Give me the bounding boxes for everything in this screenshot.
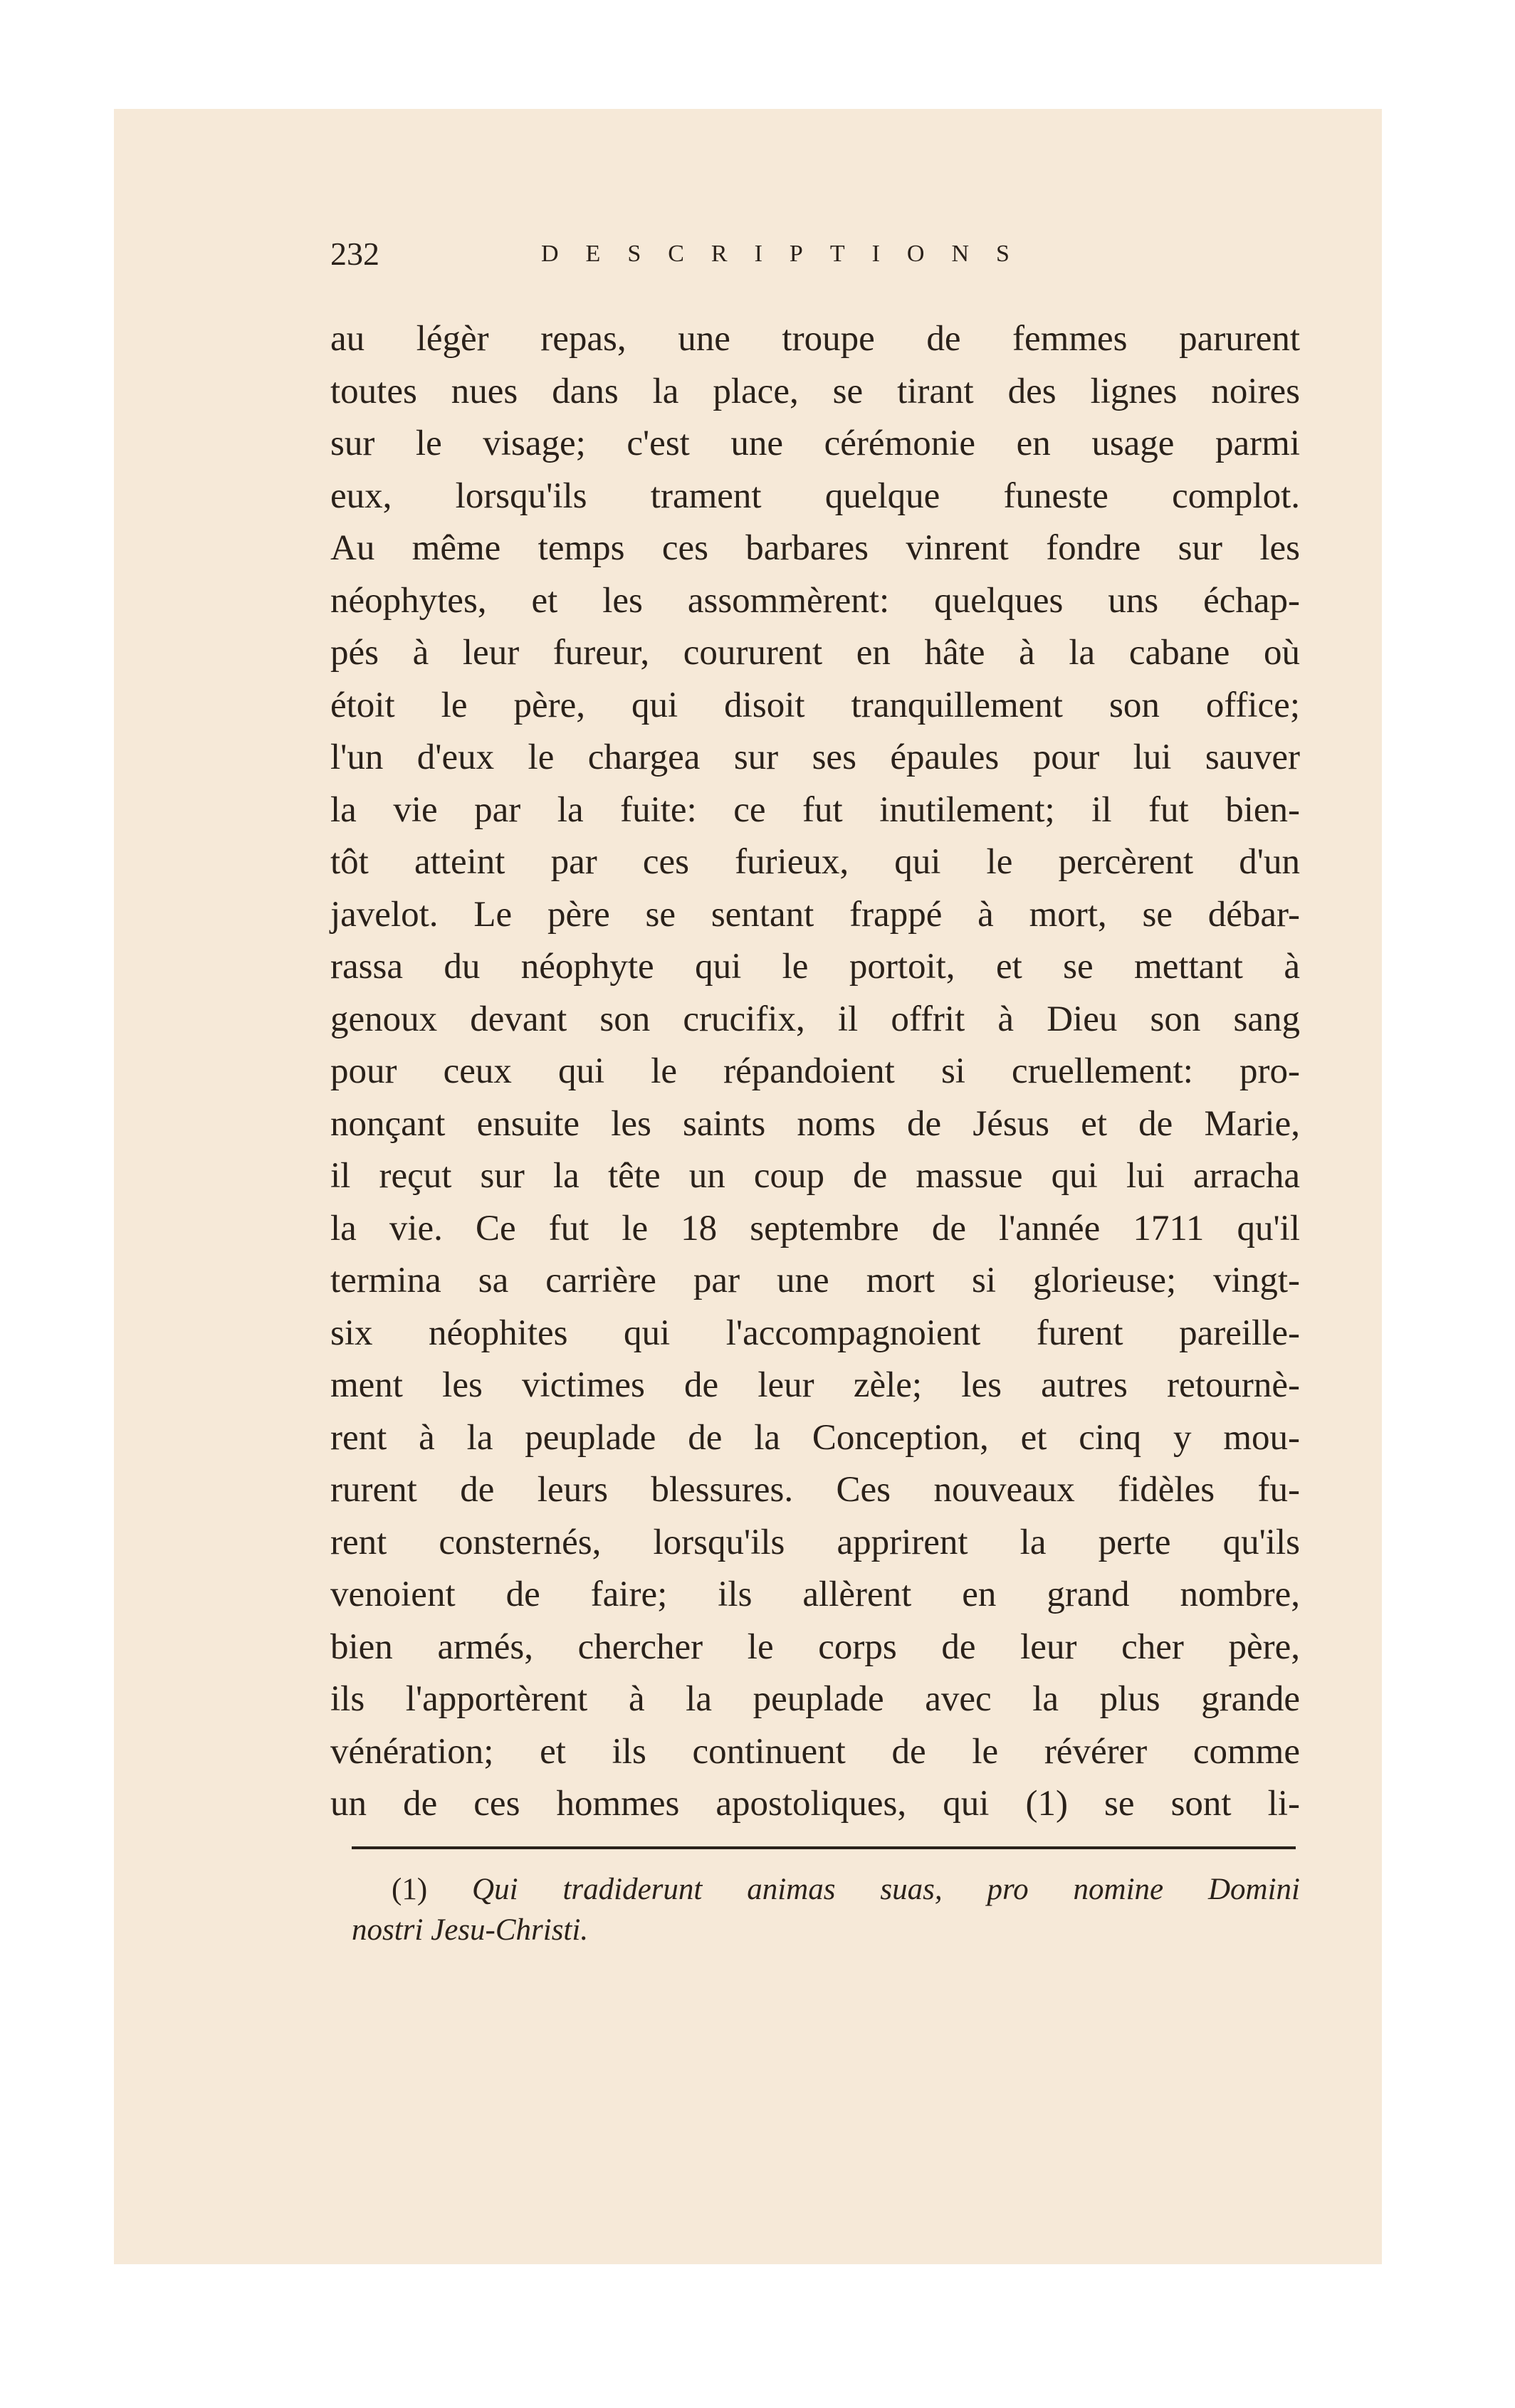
text-line: toutes nues dans la place, se tirant des lignes noires — [330, 371, 1300, 411]
text-line: pour ceux qui le répandoient si cruellement: pro- — [330, 1051, 1300, 1091]
body-text — [330, 313, 1300, 1831]
text-line: la vie. Ce fut le 18 septembre de l'année 1711 qu'il — [330, 1208, 1300, 1248]
footnote-line-2: nostri Jesu-Christi. — [352, 1913, 589, 1947]
text-line: rassa du néophyte qui le portoit, et se mettant à — [330, 947, 1300, 987]
footnote-line-1 — [352, 1869, 1300, 1910]
text-line: rent consternés, lorsqu'ils apprirent la perte qu'ils — [330, 1522, 1300, 1562]
text-line: eux, lorsqu'ils trament quelque funeste complot. — [330, 475, 1300, 516]
text-line: vénération; et ils continuent de le révérer comme — [330, 1731, 1300, 1772]
text-line: pés à leur fureur, coururent en hâte à la cabane où — [330, 633, 1300, 673]
text-line: ment les victimes de leur zèle; les autres retournè- — [330, 1365, 1300, 1405]
text-line: sur le visage; c'est une cérémonie en usage parmi — [330, 424, 1300, 463]
text-line: genoux devant son crucifix, il offrit à Dieu son sang — [330, 999, 1300, 1039]
text-line: l'un d'eux le chargea sur ses épaules pour lui sauver — [330, 737, 1300, 777]
text-line: ils l'apportèrent à la peuplade avec la plus grande — [330, 1679, 1300, 1719]
footnote-marker: (1) — [392, 1873, 428, 1906]
text-line: nonçant ensuite les saints noms de Jésus et de Marie, — [330, 1103, 1300, 1144]
text-line: étoit le père, qui disoit tranquillement son office; — [330, 685, 1300, 725]
text-line: tôt atteint par ces furieux, qui le percèrent d'un — [330, 842, 1300, 882]
text-line: venoient de faire; ils allèrent en grand nombre, — [330, 1574, 1300, 1614]
text-line: un de ces hommes apostoliques, qui (1) se sont li- — [330, 1784, 1300, 1824]
text-line: il reçut sur la tête un coup de massue qui lui arracha — [330, 1156, 1300, 1196]
text-line: six néophites qui l'accompagnoient furent pareille- — [330, 1313, 1300, 1353]
footnote-text: Qui tradiderunt animas suas, pro nomine Domini — [472, 1873, 1300, 1906]
text-line: javelot. Le père se sentant frappé à mort, se débar- — [330, 894, 1300, 935]
page-number: 232 — [330, 236, 379, 272]
text-line: rent à la peuplade de la Conception, et cinq y mou- — [330, 1417, 1300, 1458]
text-line: rurent de leurs blessures. Ces nouveaux fidèles fu- — [330, 1470, 1300, 1510]
text-line: néophytes, et les assommèrent: quelques uns échap- — [330, 580, 1300, 621]
text-line: bien armés, chercher le corps de leur cher père, — [330, 1626, 1300, 1667]
text-line: la vie par la fuite: ce fut inutilement; il fut bien- — [330, 789, 1300, 830]
text-line: au légèr repas, une troupe de femmes parurent — [330, 319, 1300, 359]
text-line: termina sa carrière par une mort si glorieuse; vingt- — [330, 1261, 1300, 1300]
text-line: Au même temps ces barbares vinrent fondre sur les — [330, 528, 1300, 568]
running-title: DESCRIPTIONS — [541, 241, 1037, 267]
footnote-rule — [352, 1846, 1296, 1849]
